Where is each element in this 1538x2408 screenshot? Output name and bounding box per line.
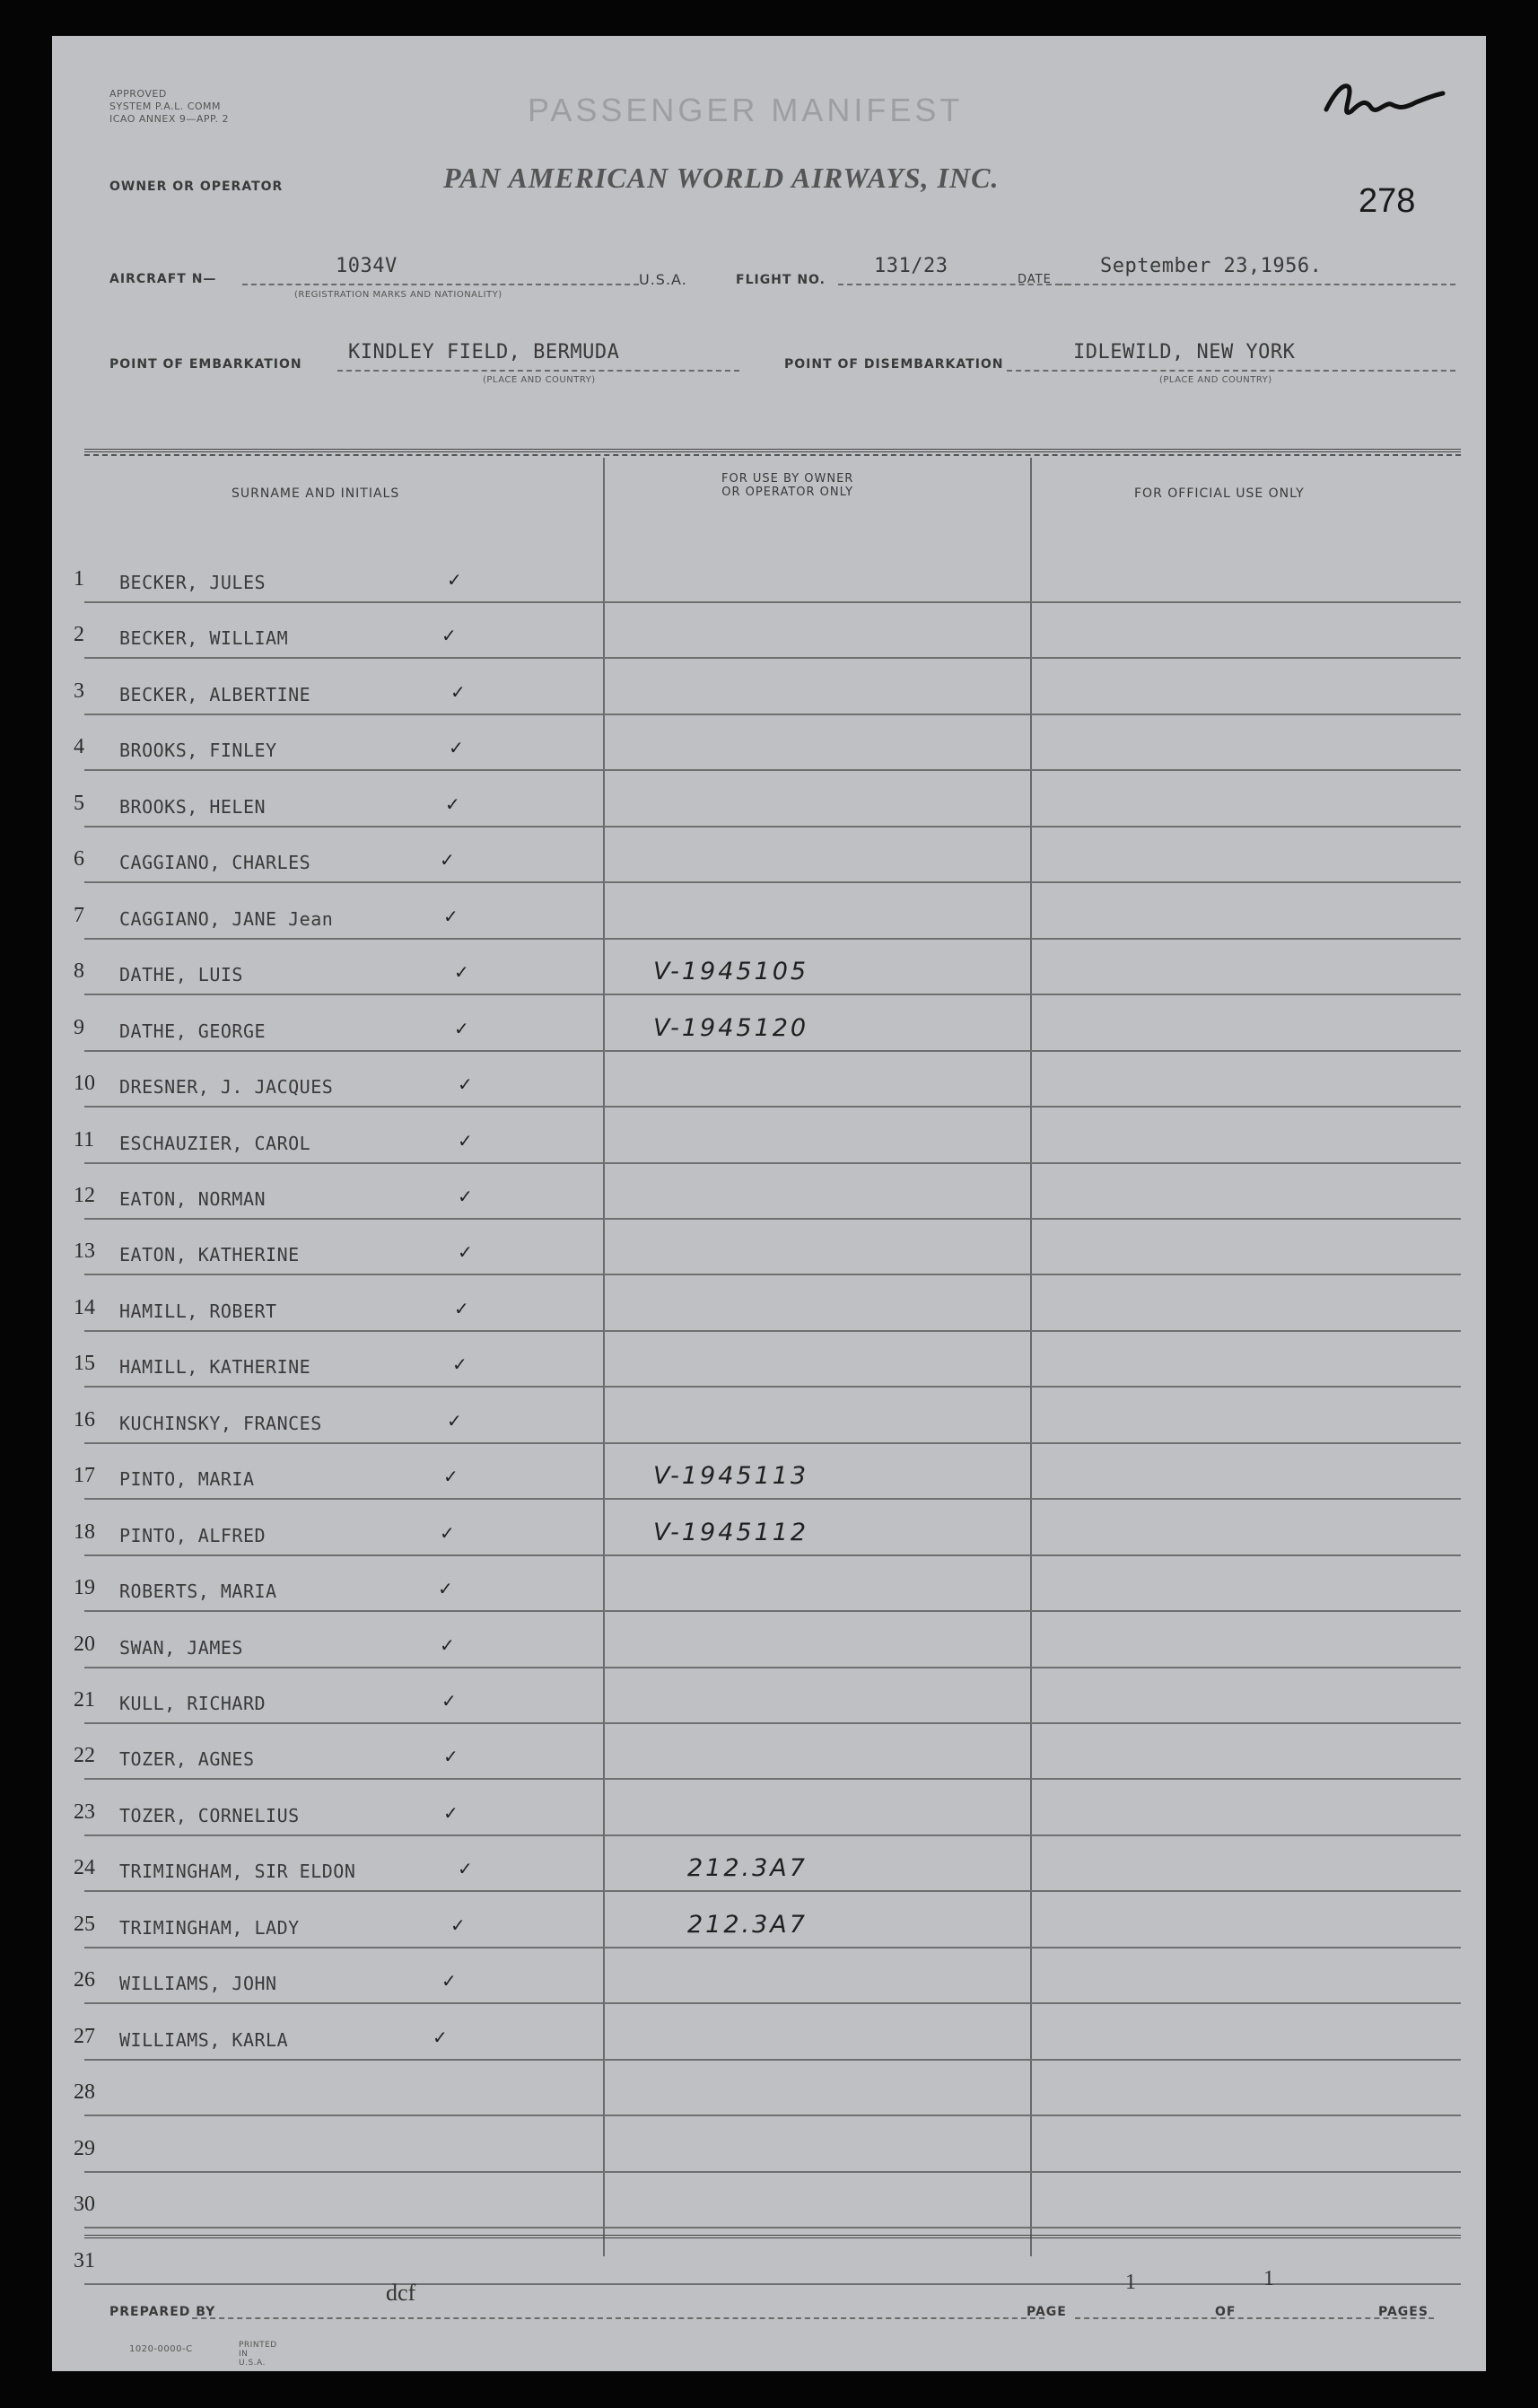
row-number: 15 xyxy=(74,1352,95,1376)
row-number: 17 xyxy=(74,1464,95,1488)
owner-note: V-1945120 xyxy=(653,1013,809,1042)
row-number: 16 xyxy=(74,1407,95,1432)
row-number: 28 xyxy=(74,2080,95,2105)
date-underline xyxy=(1057,284,1455,285)
row-rule xyxy=(84,1274,1461,1275)
passenger-name: SWAN, JAMES xyxy=(119,1636,243,1659)
printer-mark: PRINTED IN U.S.A. xyxy=(239,2341,277,2368)
row-number: 30 xyxy=(74,2193,95,2217)
header-top-rule xyxy=(84,449,1461,452)
row-rule xyxy=(84,826,1461,827)
aircraft-sub: (REGISTRATION MARKS AND NATIONALITY) xyxy=(294,290,502,300)
row-number: 29 xyxy=(74,2136,95,2160)
passenger-name: BROOKS, HELEN xyxy=(119,795,267,818)
passenger-name: BECKER, WILLIAM xyxy=(119,627,289,650)
passenger-name: CAGGIANO, CHARLES xyxy=(119,852,311,874)
check-mark-icon: ✓ xyxy=(433,2026,448,2048)
row-rule xyxy=(84,1106,1461,1108)
row-rule xyxy=(84,714,1461,715)
row-number: 21 xyxy=(74,1688,95,1712)
passenger-name: BROOKS, FINLEY xyxy=(119,740,277,762)
column-divider-1 xyxy=(603,458,605,2256)
check-mark-icon: ✓ xyxy=(441,1690,457,1712)
row-number: 14 xyxy=(74,1295,95,1319)
row-rule xyxy=(84,1722,1461,1724)
row-rule xyxy=(84,1498,1461,1500)
check-mark-icon: ✓ xyxy=(443,1746,459,1768)
row-number: 3 xyxy=(74,679,84,703)
check-mark-icon: ✓ xyxy=(458,1129,473,1151)
row-number: 31 xyxy=(74,2248,95,2272)
embark-value: KINDLEY FIELD, BERMUDA xyxy=(348,341,620,363)
row-number: 24 xyxy=(74,1856,95,1880)
passenger-name: DRESNER, J. JACQUES xyxy=(119,1076,334,1099)
check-mark-icon: ✓ xyxy=(454,1297,469,1319)
check-mark-icon: ✓ xyxy=(447,1409,462,1432)
passenger-name: TOZER, AGNES xyxy=(119,1748,255,1771)
row-rule xyxy=(84,657,1461,659)
row-rule xyxy=(84,1554,1461,1556)
row-number: 9 xyxy=(74,1015,84,1039)
prepared-value: dcf xyxy=(386,2280,416,2306)
stamp-line-2: SYSTEM P.A.L. COMM xyxy=(109,101,222,112)
col-header-surname: SURNAME AND INITIALS xyxy=(232,486,400,501)
disembark-underline xyxy=(1007,370,1455,372)
row-rule xyxy=(84,601,1461,603)
page-stamp-number: 278 xyxy=(1359,182,1416,220)
passenger-name: HAMILL, KATHERINE xyxy=(119,1356,311,1379)
row-number: 13 xyxy=(74,1239,95,1264)
row-number: 18 xyxy=(74,1519,95,1544)
passenger-name: WILLIAMS, JOHN xyxy=(119,1973,277,1995)
col-header-owner-1: FOR USE BY OWNER xyxy=(721,472,854,486)
passenger-name: TOZER, CORNELIUS xyxy=(119,1804,300,1826)
stamp-line-1: APPROVED xyxy=(109,88,167,100)
check-mark-icon: ✓ xyxy=(441,625,457,647)
passenger-name: TRIMINGHAM, SIR ELDON xyxy=(119,1861,356,1883)
row-rule xyxy=(84,881,1461,883)
check-mark-icon: ✓ xyxy=(443,1801,459,1824)
row-number: 22 xyxy=(74,1744,95,1768)
disembark-sub: (PLACE AND COUNTRY) xyxy=(1159,375,1272,385)
owner-note: 212.3A7 xyxy=(687,1910,808,1939)
check-mark-icon: ✓ xyxy=(454,961,469,984)
manifest-sheet xyxy=(52,36,1486,2371)
aircraft-label: AIRCRAFT N— xyxy=(109,272,217,286)
row-number: 8 xyxy=(74,959,84,984)
owner-label: OWNER OR OPERATOR xyxy=(109,180,284,194)
stamp-line-3: ICAO ANNEX 9—APP. 2 xyxy=(109,113,229,125)
passenger-name: CAGGIANO, JANE Jean xyxy=(119,907,334,930)
passenger-name: ESCHAUZIER, CAROL xyxy=(119,1132,311,1154)
prepared-underline xyxy=(192,2317,1044,2319)
disembark-label: POINT OF DISEMBARKATION xyxy=(784,357,1004,372)
check-mark-icon: ✓ xyxy=(458,1073,473,1096)
passenger-name: WILLIAMS, KARLA xyxy=(119,2028,289,2051)
check-mark-icon: ✓ xyxy=(440,1633,455,1656)
row-number: 12 xyxy=(74,1183,95,1207)
row-number: 4 xyxy=(74,735,84,759)
row-rule xyxy=(84,1442,1461,1444)
check-mark-icon: ✓ xyxy=(458,1185,473,1207)
row-number: 5 xyxy=(74,791,84,815)
check-mark-icon: ✓ xyxy=(454,1017,469,1039)
passenger-name: PINTO, MARIA xyxy=(119,1468,255,1491)
owner-note: V-1945105 xyxy=(653,958,809,986)
passenger-name: ROBERTS, MARIA xyxy=(119,1581,277,1603)
row-number: 11 xyxy=(74,1127,95,1151)
embark-underline xyxy=(337,370,739,372)
row-rule xyxy=(84,2171,1461,2173)
check-mark-icon: ✓ xyxy=(450,1913,466,1936)
usa-label: U.S.A. xyxy=(639,271,687,288)
check-mark-icon: ✓ xyxy=(450,680,466,703)
row-rule xyxy=(84,769,1461,771)
owner-note: V-1945113 xyxy=(653,1462,809,1491)
check-mark-icon: ✓ xyxy=(452,1353,468,1376)
embark-label: POINT OF EMBARKATION xyxy=(109,357,302,372)
check-mark-icon: ✓ xyxy=(443,905,459,927)
row-rule xyxy=(84,1667,1461,1668)
row-number: 26 xyxy=(74,1968,95,1992)
page-value: 1 xyxy=(1125,2271,1136,2294)
row-rule xyxy=(84,1890,1461,1892)
row-rule xyxy=(84,938,1461,940)
col-header-official: FOR OFFICIAL USE ONLY xyxy=(1134,486,1305,501)
check-mark-icon: ✓ xyxy=(440,1521,455,1544)
row-rule xyxy=(84,2002,1461,2004)
passenger-name: KUCHINSKY, FRANCES xyxy=(119,1412,322,1434)
disembark-value: IDLEWILD, NEW YORK xyxy=(1073,341,1296,363)
check-mark-icon: ✓ xyxy=(445,792,460,815)
passenger-name: PINTO, ALFRED xyxy=(119,1524,267,1546)
passenger-name: BECKER, ALBERTINE xyxy=(119,683,311,705)
check-mark-icon: ✓ xyxy=(458,1241,473,1264)
aircraft-underline xyxy=(242,284,639,285)
prepared-label: PREPARED BY xyxy=(109,2305,216,2319)
form-title: PASSENGER MANIFEST xyxy=(528,92,964,128)
row-rule xyxy=(84,1834,1461,1836)
date-value: September 23,1956. xyxy=(1100,255,1323,277)
row-number: 27 xyxy=(74,2024,95,2048)
page-label: PAGE xyxy=(1027,2305,1067,2319)
col-header-owner xyxy=(721,472,853,499)
row-rule xyxy=(84,1386,1461,1388)
row-number: 25 xyxy=(74,1912,95,1936)
col-header-owner-2: OR OPERATOR ONLY xyxy=(721,486,854,499)
of-label: OF xyxy=(1215,2305,1237,2319)
flight-label: FLIGHT NO. xyxy=(736,273,826,287)
check-mark-icon: ✓ xyxy=(443,1466,459,1488)
row-rule xyxy=(84,1218,1461,1220)
check-mark-icon: ✓ xyxy=(438,1578,453,1600)
owner-note: V-1945112 xyxy=(653,1518,809,1546)
passenger-name: BECKER, JULES xyxy=(119,572,267,593)
passenger-name: DATHE, GEORGE xyxy=(119,1020,267,1042)
date-label: DATE xyxy=(1018,273,1052,286)
row-rule xyxy=(84,2059,1461,2061)
row-rule xyxy=(84,1947,1461,1948)
row-number: 1 xyxy=(74,567,84,591)
row-rule xyxy=(84,1610,1461,1612)
check-mark-icon: ✓ xyxy=(449,737,464,759)
pages-label: PAGES xyxy=(1378,2305,1429,2319)
form-code: 1020-0000-C xyxy=(129,2344,193,2354)
owner-note: 212.3A7 xyxy=(687,1854,808,1883)
approval-stamp xyxy=(109,88,229,126)
row-rule xyxy=(84,1050,1461,1052)
row-number: 23 xyxy=(74,1799,95,1824)
row-number: 7 xyxy=(74,903,84,927)
row-number: 10 xyxy=(74,1072,95,1096)
header-top-rule-2 xyxy=(84,454,1461,456)
passenger-name: EATON, NORMAN xyxy=(119,1187,267,1210)
passenger-name: DATHE, LUIS xyxy=(119,964,243,986)
check-mark-icon: ✓ xyxy=(458,1858,473,1880)
check-mark-icon: ✓ xyxy=(447,569,462,591)
row-number: 2 xyxy=(74,623,84,647)
row-number: 20 xyxy=(74,1632,95,1656)
row-rule xyxy=(84,1330,1461,1332)
of-value: 1 xyxy=(1263,2267,1274,2290)
row-rule xyxy=(84,1778,1461,1780)
row-rule xyxy=(84,994,1461,995)
flight-value: 131/23 xyxy=(874,255,948,277)
check-mark-icon: ✓ xyxy=(440,849,455,871)
row-number: 6 xyxy=(74,847,84,871)
check-mark-icon: ✓ xyxy=(441,1970,457,1992)
signature-icon xyxy=(1317,74,1452,127)
row-number: 19 xyxy=(74,1576,95,1600)
embark-sub: (PLACE AND COUNTRY) xyxy=(483,375,596,385)
footer-top-rule xyxy=(84,2235,1461,2238)
passenger-name: TRIMINGHAM, LADY xyxy=(119,1916,300,1939)
row-rule xyxy=(84,2115,1461,2116)
row-rule xyxy=(84,2283,1461,2285)
aircraft-value: 1034V xyxy=(336,255,398,277)
row-rule xyxy=(84,2227,1461,2228)
passenger-name: KULL, RICHARD xyxy=(119,1693,267,1714)
passenger-name: HAMILL, ROBERT xyxy=(119,1300,277,1322)
passenger-name: EATON, KATHERINE xyxy=(119,1244,300,1266)
column-divider-2 xyxy=(1030,458,1032,2256)
row-rule xyxy=(84,1162,1461,1164)
airline-name: PAN AMERICAN WORLD AIRWAYS, INC. xyxy=(443,162,1000,194)
